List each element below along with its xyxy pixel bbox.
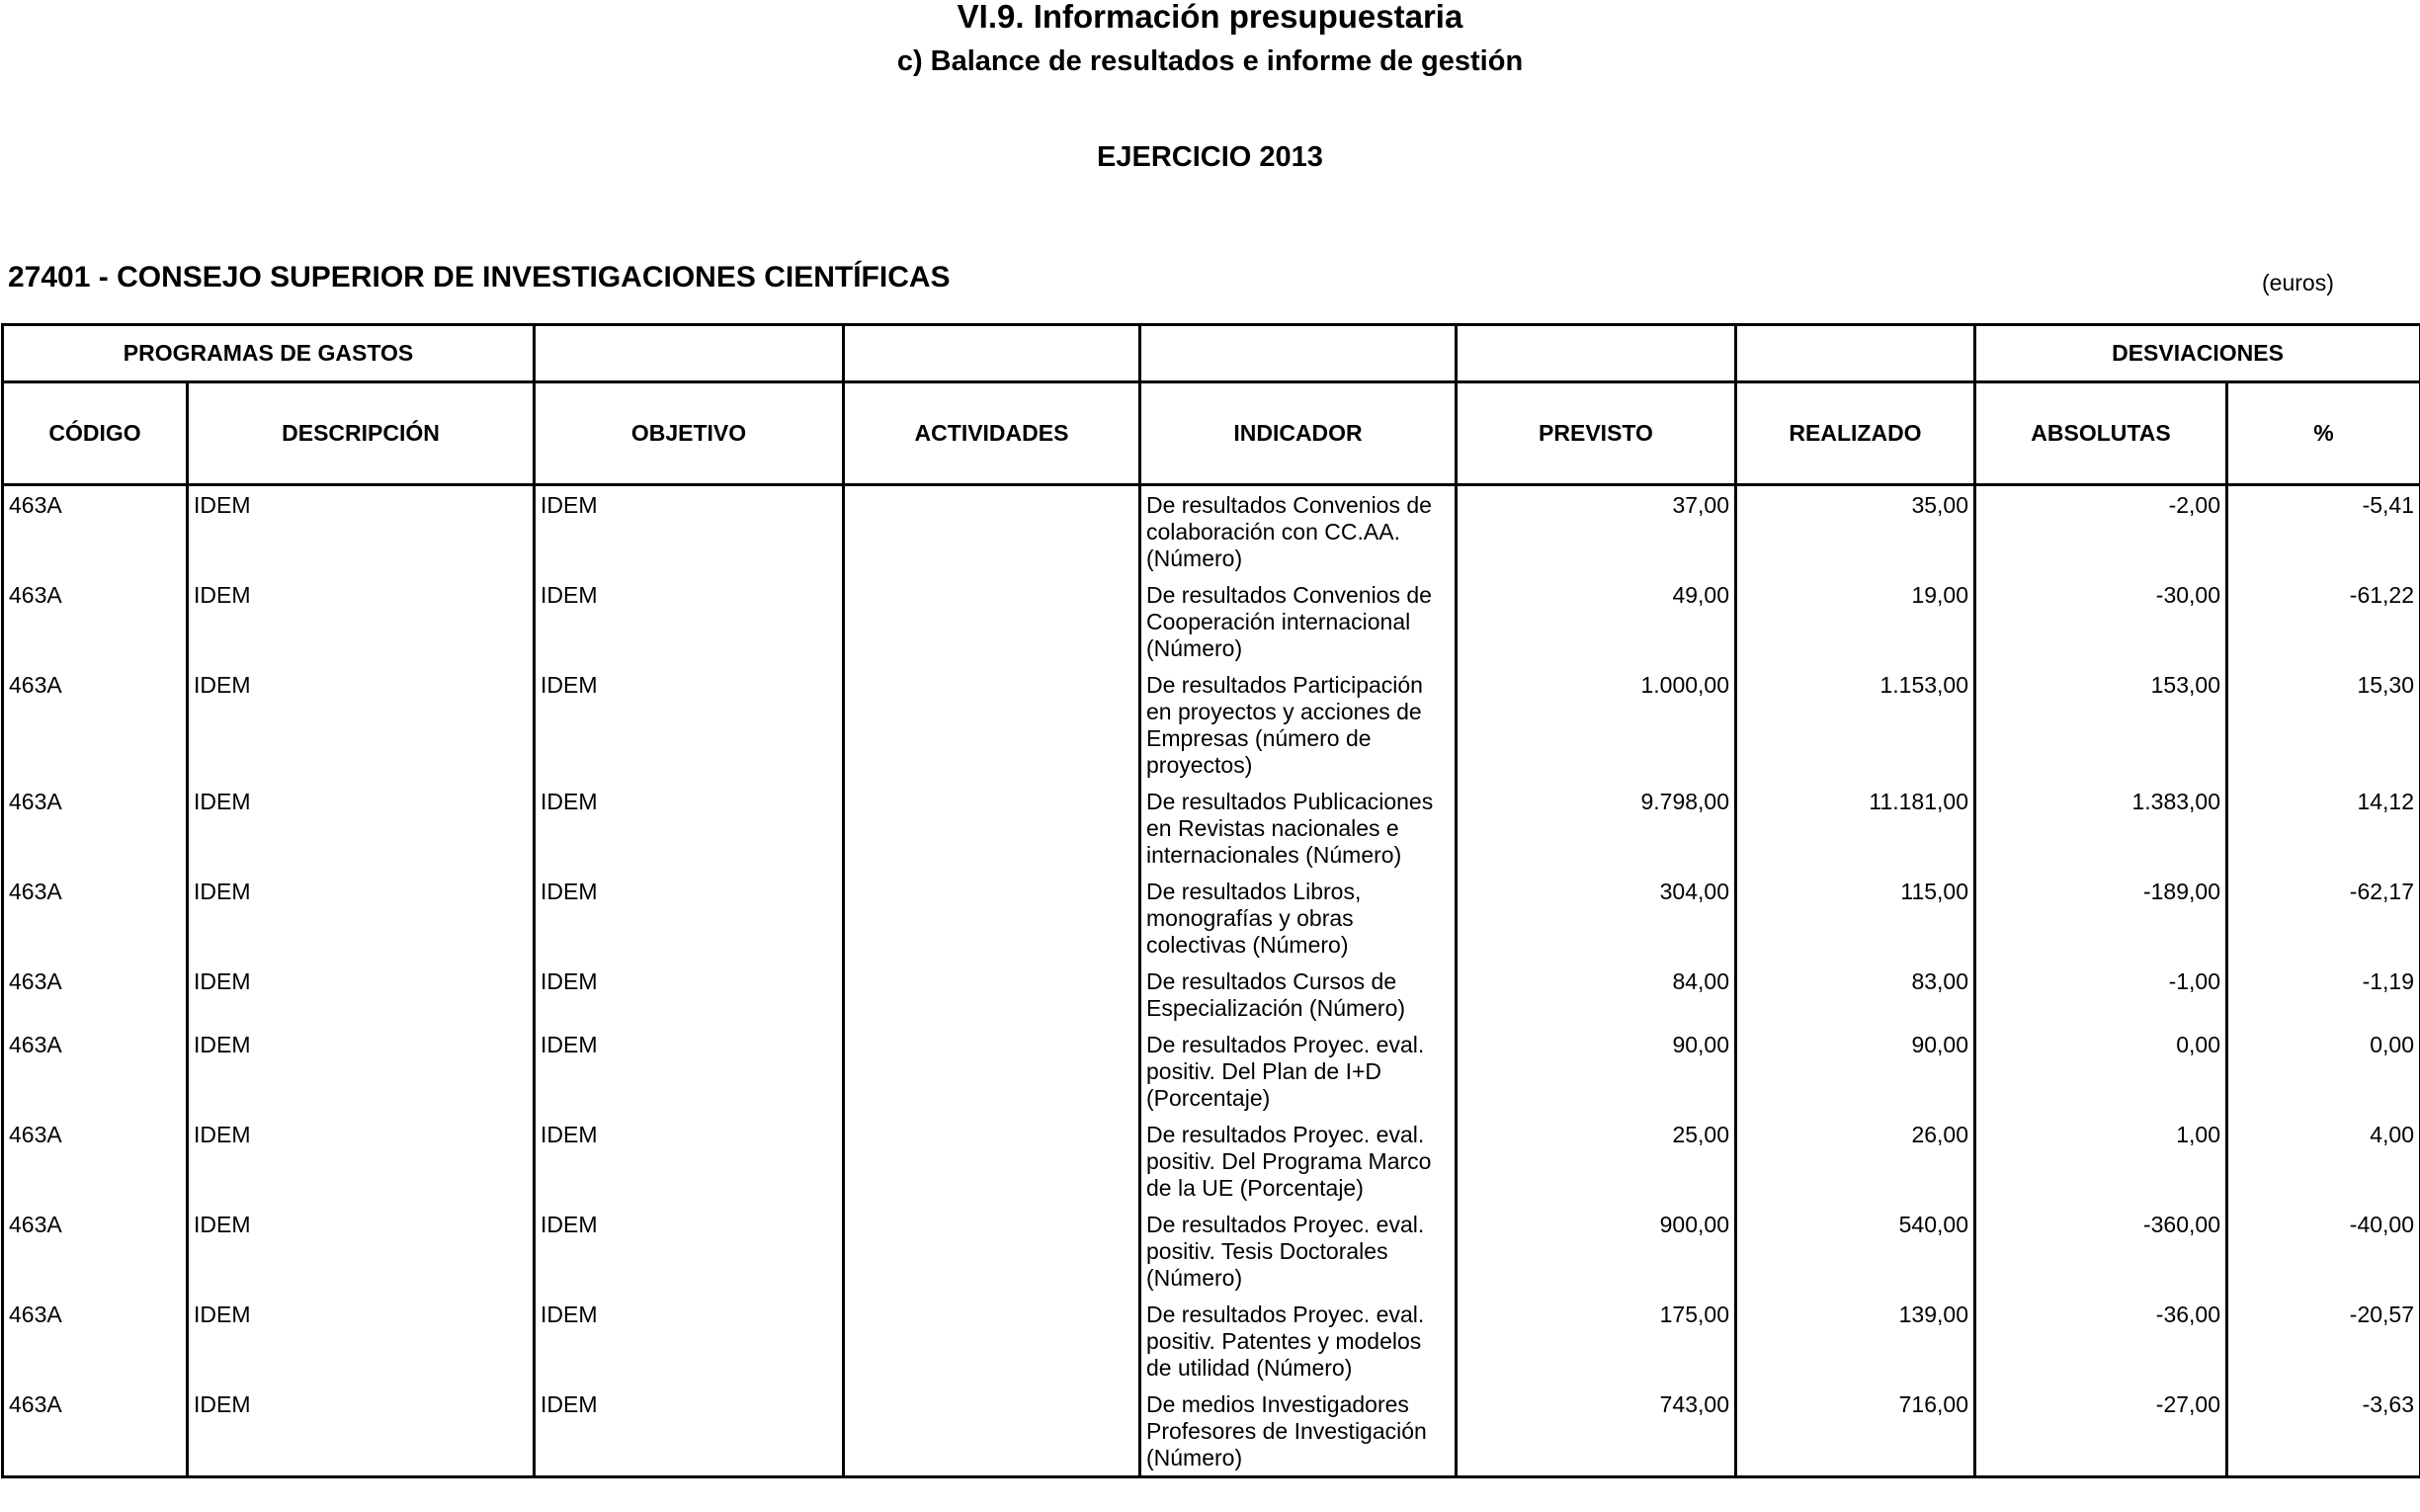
cell-actividades [844, 1026, 1140, 1116]
cell-objetivo: IDEM [535, 1026, 844, 1116]
cell-actividades [844, 666, 1140, 783]
cell-objetivo: IDEM [535, 963, 844, 1026]
table-row [3, 1026, 2420, 1116]
cell-absolutas: -189,00 [1975, 873, 2227, 963]
cell-pct: -5,41 [2227, 485, 2420, 577]
cell-previsto: 37,00 [1457, 485, 1736, 577]
document-subtitle: c) Balance de resultados e informe de gestión [896, 45, 1524, 77]
cell-previsto: 25,00 [1457, 1116, 1736, 1206]
cell-pct: -20,57 [2227, 1296, 2420, 1386]
cell-objetivo: IDEM [535, 1386, 844, 1477]
column-header-descripcion: DESCRIPCIÓN [188, 382, 535, 485]
cell-objetivo: IDEM [535, 666, 844, 783]
cell-previsto: 900,00 [1457, 1206, 1736, 1296]
organization-heading: 27401 - CONSEJO SUPERIOR DE INVESTIGACIONES CIENTÍFICAS [8, 261, 951, 294]
cell-codigo: 463A [3, 783, 188, 873]
cell-pct: -3,63 [2227, 1386, 2420, 1477]
cell-indicador: De resultados Proyec. eval. positiv. Patentes y modelos de utilidad (Número) [1140, 1296, 1457, 1386]
cell-objetivo: IDEM [535, 1206, 844, 1296]
cell-codigo: 463A [3, 1206, 188, 1296]
cell-previsto: 304,00 [1457, 873, 1736, 963]
cell-actividades [844, 783, 1140, 873]
cell-descripcion: IDEM [188, 576, 535, 666]
cell-realizado: 11.181,00 [1736, 783, 1975, 873]
cell-pct: -62,17 [2227, 873, 2420, 963]
cell-actividades [844, 485, 1140, 577]
cell-descripcion: IDEM [188, 1116, 535, 1206]
cell-previsto: 49,00 [1457, 576, 1736, 666]
cell-descripcion: IDEM [188, 1296, 535, 1386]
column-header-actividades: ACTIVIDADES [844, 382, 1140, 485]
cell-previsto: 743,00 [1457, 1386, 1736, 1477]
cell-codigo: 463A [3, 963, 188, 1026]
cell-realizado: 90,00 [1736, 1026, 1975, 1116]
column-header-realizado: REALIZADO [1736, 382, 1975, 485]
cell-realizado: 83,00 [1736, 963, 1975, 1026]
cell-descripcion: IDEM [188, 485, 535, 577]
cell-indicador: De resultados Publicaciones en Revistas nacionales e internacionales (Número) [1140, 783, 1457, 873]
cell-codigo: 463A [3, 1116, 188, 1206]
column-header-indicador: INDICADOR [1140, 382, 1457, 485]
cell-codigo: 463A [3, 666, 188, 783]
document-title: VI.9. Información presupuestaria [957, 0, 1463, 35]
cell-absolutas: -2,00 [1975, 485, 2227, 577]
group-header-empty [1457, 325, 1736, 382]
cell-absolutas: -36,00 [1975, 1296, 2227, 1386]
cell-descripcion: IDEM [188, 1026, 535, 1116]
group-header-desviaciones: DESVIACIONES [1975, 325, 2420, 382]
cell-actividades [844, 873, 1140, 963]
cell-objetivo: IDEM [535, 873, 844, 963]
cell-absolutas: -1,00 [1975, 963, 2227, 1026]
cell-previsto: 90,00 [1457, 1026, 1736, 1116]
cell-descripcion: IDEM [188, 1386, 535, 1477]
cell-absolutas: 0,00 [1975, 1026, 2227, 1116]
cell-actividades [844, 1386, 1140, 1477]
cell-actividades [844, 1296, 1140, 1386]
column-header-codigo: CÓDIGO [3, 382, 188, 485]
table-row [3, 576, 2420, 666]
cell-indicador: De resultados Proyec. eval. positiv. Tesis Doctorales (Número) [1140, 1206, 1457, 1296]
cell-realizado: 35,00 [1736, 485, 1975, 577]
cell-realizado: 540,00 [1736, 1206, 1975, 1296]
table-row [3, 963, 2420, 1026]
exercise-year: EJERCICIO 2013 [1097, 141, 1323, 173]
cell-objetivo: IDEM [535, 1116, 844, 1206]
group-header-empty [535, 325, 844, 382]
table-row [3, 1116, 2420, 1206]
cell-actividades [844, 1206, 1140, 1296]
cell-realizado: 139,00 [1736, 1296, 1975, 1386]
table-row [3, 873, 2420, 963]
cell-codigo: 463A [3, 1026, 188, 1116]
cell-objetivo: IDEM [535, 576, 844, 666]
cell-descripcion: IDEM [188, 873, 535, 963]
cell-codigo: 463A [3, 576, 188, 666]
cell-previsto: 84,00 [1457, 963, 1736, 1026]
cell-realizado: 19,00 [1736, 576, 1975, 666]
cell-descripcion: IDEM [188, 1206, 535, 1296]
column-header-absolutas: ABSOLUTAS [1975, 382, 2227, 485]
cell-indicador: De resultados Proyec. eval. positiv. Del Programa Marco de la UE (Porcentaje) [1140, 1116, 1457, 1206]
cell-pct: 0,00 [2227, 1026, 2420, 1116]
cell-previsto: 1.000,00 [1457, 666, 1736, 783]
group-header-empty [1140, 325, 1457, 382]
cell-pct: 4,00 [2227, 1116, 2420, 1206]
table-row [3, 666, 2420, 783]
table-row [3, 485, 2420, 577]
cell-pct: 14,12 [2227, 783, 2420, 873]
cell-descripcion: IDEM [188, 963, 535, 1026]
cell-indicador: De resultados Proyec. eval. positiv. Del Plan de I+D (Porcentaje) [1140, 1026, 1457, 1116]
cell-realizado: 26,00 [1736, 1116, 1975, 1206]
cell-indicador: De resultados Convenios de Cooperación internacional (Número) [1140, 576, 1457, 666]
cell-realizado: 1.153,00 [1736, 666, 1975, 783]
cell-codigo: 463A [3, 1296, 188, 1386]
group-header-empty [844, 325, 1140, 382]
cell-indicador: De resultados Participación en proyectos y acciones de Empresas (número de proyectos) [1140, 666, 1457, 783]
cell-codigo: 463A [3, 873, 188, 963]
cell-actividades [844, 963, 1140, 1026]
units-label: (euros) [2262, 270, 2334, 295]
group-header-programas: PROGRAMAS DE GASTOS [3, 325, 535, 382]
cell-objetivo: IDEM [535, 485, 844, 577]
cell-pct: -61,22 [2227, 576, 2420, 666]
cell-descripcion: IDEM [188, 783, 535, 873]
cell-absolutas: -30,00 [1975, 576, 2227, 666]
cell-previsto: 9.798,00 [1457, 783, 1736, 873]
column-header-pct: % [2227, 382, 2420, 485]
cell-previsto: 175,00 [1457, 1296, 1736, 1386]
cell-absolutas: 1,00 [1975, 1116, 2227, 1206]
table-row [3, 1386, 2420, 1477]
cell-descripcion: IDEM [188, 666, 535, 783]
cell-realizado: 716,00 [1736, 1386, 1975, 1477]
cell-realizado: 115,00 [1736, 873, 1975, 963]
cell-indicador: De medios Investigadores Profesores de Investigación (Número) [1140, 1386, 1457, 1477]
column-header-objetivo: OBJETIVO [535, 382, 844, 485]
column-header-previsto: PREVISTO [1457, 382, 1736, 485]
table-row [3, 1206, 2420, 1296]
cell-codigo: 463A [3, 485, 188, 577]
cell-pct: 15,30 [2227, 666, 2420, 783]
cell-absolutas: 1.383,00 [1975, 783, 2227, 873]
cell-actividades [844, 576, 1140, 666]
cell-indicador: De resultados Libros, monografías y obras colectivas (Número) [1140, 873, 1457, 963]
cell-absolutas: -27,00 [1975, 1386, 2227, 1477]
cell-indicador: De resultados Cursos de Especialización (Número) [1140, 963, 1457, 1026]
cell-actividades [844, 1116, 1140, 1206]
cell-absolutas: -360,00 [1975, 1206, 2227, 1296]
table-row [3, 1296, 2420, 1386]
group-header-empty [1736, 325, 1975, 382]
cell-pct: -40,00 [2227, 1206, 2420, 1296]
table-row [3, 783, 2420, 873]
cell-objetivo: IDEM [535, 783, 844, 873]
cell-absolutas: 153,00 [1975, 666, 2227, 783]
cell-pct: -1,19 [2227, 963, 2420, 1026]
budget-results-table [1, 323, 2420, 1478]
cell-codigo: 463A [3, 1386, 188, 1477]
cell-indicador: De resultados Convenios de colaboración con CC.AA. (Número) [1140, 485, 1457, 577]
cell-objetivo: IDEM [535, 1296, 844, 1386]
